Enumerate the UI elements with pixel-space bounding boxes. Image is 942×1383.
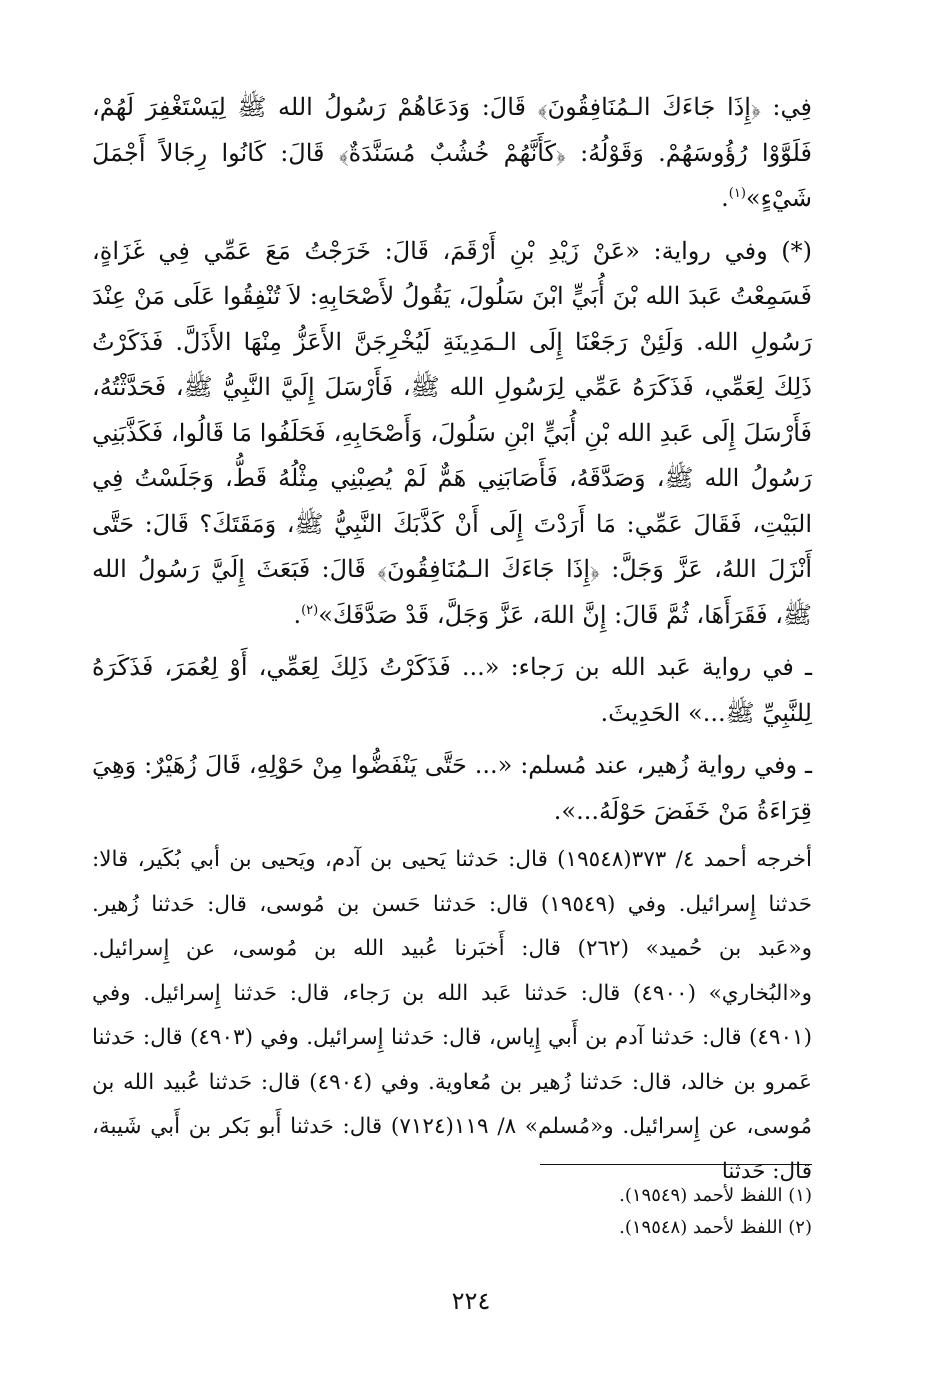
paragraph-1-text: فِي: ﴿إِذَا جَاءَكَ الـمُنَافِقُونَ﴾ قَالَ: وَدَعَاهُمْ رَسُولُ الله ﷺ لِيَسْتَغْفِرَ لَهُمْ، فَلَوَّوْا رُؤُوسَهُمْ. وَقَوْلُهُ: ﴿كَأَنَّهُمْ خُشُبٌ مُسَنَّدَةٌ﴾ قَالَ: كَانُوا رِجَالاً أَجْمَلَ شَيْءٍ» [92, 93, 812, 212]
takhrij-paragraph: أخرجه أحمد ٤/ ٣٧٣(١٩٥٤٨) قال: حَدثنا يَحيى بن آدم، ويَحيى بن أبي بُكَير، قالا: حَدثنا إِسرائيل. وفي (١٩٥٤٩) قال: حَدثنا حَسن بن مُوسى، قال: حَدثنا زُهير. و«عَبد بن حُميد» (٢٦٢) قال: أَخبَرنا عُبيد الله بن مُوسى، عن إِسرائيل. و«البُخاري» (٤٩٠٠) قال: حَدثنا عَبد الله بن رَجاء، قال: حَدثنا إِسرائيل. وفي (٤٩٠١) قال: حَدثنا آدم بن أَبي إِياس، قال: حَدثنا إِسرائيل. وفي (٤٩٠٣) قال: حَدثنا عَمرو بن خالد، قال: حَدثنا زُهير بن مُعاوية. وفي (٤٩٠٤) قال: حَدثنا عُبيد الله بن مُوسى، عن إِسرائيل. و«مُسلم» ٨/ ١١٩(٧١٢٤) قال: حَدثنا أَبو بَكر بن أَبي شَيبة، قال: حَدثنا [92, 847, 813, 1184]
main-text [92, 85, 812, 1201]
footnotes [92, 1180, 812, 1244]
paragraph-2: (*) وفي رواية: «عَنْ زَيْدِ بْنِ أَرْقَمَ، قَالَ: خَرَجْتُ مَعَ عَمِّي فِي غَزَاةٍ، فَسَمِعْتُ عَبدَ الله بْنَ أُبَيٍّ ابْنَ سَلُولَ، يَقُولُ لأَصْحَابِهِ: لاَ تُنْفِقُوا عَلَى مَنْ عِنْدَ رَسُولِ الله. وَلَئِنْ رَجَعْنَا إِلَى الـمَدِينَةِ لَيُخْرِجَنَّ الأَعَزُّ مِنْهَا الأَذَلَّ. فَذَكَرْتُ ذَلِكَ لِعَمِّي، فَذَكَرَهُ عَمِّي لِرَسُولِ الله ﷺ، فَأَرْسَلَ إِلَيَّ النَّبِيُّ ﷺ، فَحَدَّثْتُهُ، فَأَرْسَلَ إِلَى عَبدِ الله بْنِ أُبَيٍّ ابْنِ سَلُولَ، وَأَصْحَابِهِ، فَحَلَفُوا مَا قَالُوا، فَكَذَّبَنِي رَسُولُ الله ﷺ، وَصَدَّقَهُ، فَأَصَابَنِي هَمٌّ لَمْ يُصِبْنِي مِثْلُهُ قَطُّ، وَجَلَسْتُ فِي البَيْتِ، فَقَالَ عَمِّي: مَا أَرَدْتَ إِلَى أَنْ كَذَّبَكَ النَّبِيُّ ﷺ، وَمَقَتَكَ؟ قَالَ: حَتَّى أَنْزَلَ اللهُ، عَزَّ وَجَلَّ: ﴿إِذَا جَاءَكَ الـمُنَافِقُونَ﴾ قَالَ: فَبَعَثَ إِلَيَّ رَسُولُ الله ﷺ، فَقَرَأَهَا، ثُمَّ قَالَ: إِنَّ اللهَ، عَزَّ وَجَلَّ، قَدْ صَدَّقَكَ»$^{(٢)}$. [92, 236, 812, 629]
paragraph-3: ـ في رواية عَبد الله بن رَجاء: «... فَذَكَرْتُ ذَلِكَ لِعَمِّي، أَوْ لِعُمَرَ، فَذَكَرَهُ لِلنَّبِيِّ ﷺ...» الحَدِيثَ. [92, 653, 812, 727]
footnote-ref-2[interactable]: (٢) [301, 602, 319, 618]
footnote-ref-1[interactable]: (١) [728, 186, 746, 201]
footnote-2: (٢) اللفظ لأحمد (١٩٥٤٨). [619, 1217, 812, 1238]
page-number: ٢٢٤ [451, 1287, 491, 1315]
footnote-1: (١) اللفظ لأحمد (١٩٥٤٩). [619, 1185, 812, 1206]
footnote-separator [540, 1164, 812, 1165]
paragraph-4: ـ وفي رواية زُهير، عند مُسلم: «... حَتَّى يَنْفَضُّوا مِنْ حَوْلِهِ، قَالَ زُهَيْرٌ: وَهِيَ قِرَاءَةُ مَنْ خَفَضَ حَوْلَهُ...». [92, 751, 812, 825]
paragraph-2-text: (*) وفي رواية: «عَنْ زَيْدِ بْنِ أَرْقَمَ، قَالَ: خَرَجْتُ مَعَ عَمِّي فِي غَزَاةٍ، فَسَمِعْتُ عَبدَ الله بْنَ أُبَيٍّ ابْنَ سَلُولَ، يَقُولُ لأَصْحَابِهِ: لاَ تُنْفِقُوا عَلَى مَنْ عِنْدَ رَسُولِ الله. وَلَئِنْ رَجَعْنَا إِلَى الـمَدِينَةِ لَيُخْرِجَنَّ الأَعَزُّ مِنْهَا الأَذَلَّ. فَذَكَرْتُ ذَلِكَ لِعَمِّي، فَذَكَرَهُ عَمِّي لِرَسُولِ الله ﷺ، فَأَرْسَلَ إِلَيَّ النَّبِيُّ ﷺ، فَحَدَّثْتُهُ، فَأَرْسَلَ إِلَى عَبدِ الله بْنِ أُبَيٍّ ابْنِ سَلُولَ، وَأَصْحَابِهِ، فَحَلَفُوا مَا قَالُوا، فَكَذَّبَنِي رَسُولُ الله ﷺ، وَصَدَّقَهُ، فَأَصَابَنِي هَمٌّ لَمْ يُصِبْنِي مِثْلُهُ قَطُّ، وَجَلَسْتُ فِي البَيْتِ، فَقَالَ عَمِّي: مَا أَرَدْتَ إِلَى أَنْ كَذَّبَكَ النَّبِيُّ ﷺ، وَمَقَتَكَ؟ قَالَ: حَتَّى أَنْزَلَ اللهُ، عَزَّ وَجَلَّ: ﴿إِذَا جَاءَكَ الـمُنَافِقُونَ﴾ قَالَ: فَبَعَثَ إِلَيَّ رَسُولُ الله ﷺ، فَقَرَأَهَا، ثُمَّ قَالَ: إِنَّ اللهَ، عَزَّ وَجَلَّ، قَدْ صَدَّقَكَ» [92, 236, 812, 629]
paragraph-1: فِي: ﴿إِذَا جَاءَكَ الـمُنَافِقُونَ﴾ قَالَ: وَدَعَاهُمْ رَسُولُ الله ﷺ لِيَسْتَغْفِرَ لَهُمْ، فَلَوَّوْا رُؤُوسَهُمْ. وَقَوْلُهُ: ﴿كَأَنَّهُمْ خُشُبٌ مُسَنَّدَةٌ﴾ قَالَ: كَانُوا رِجَالاً أَجْمَلَ شَيْءٍ»$^{(١)}$. [92, 93, 812, 212]
